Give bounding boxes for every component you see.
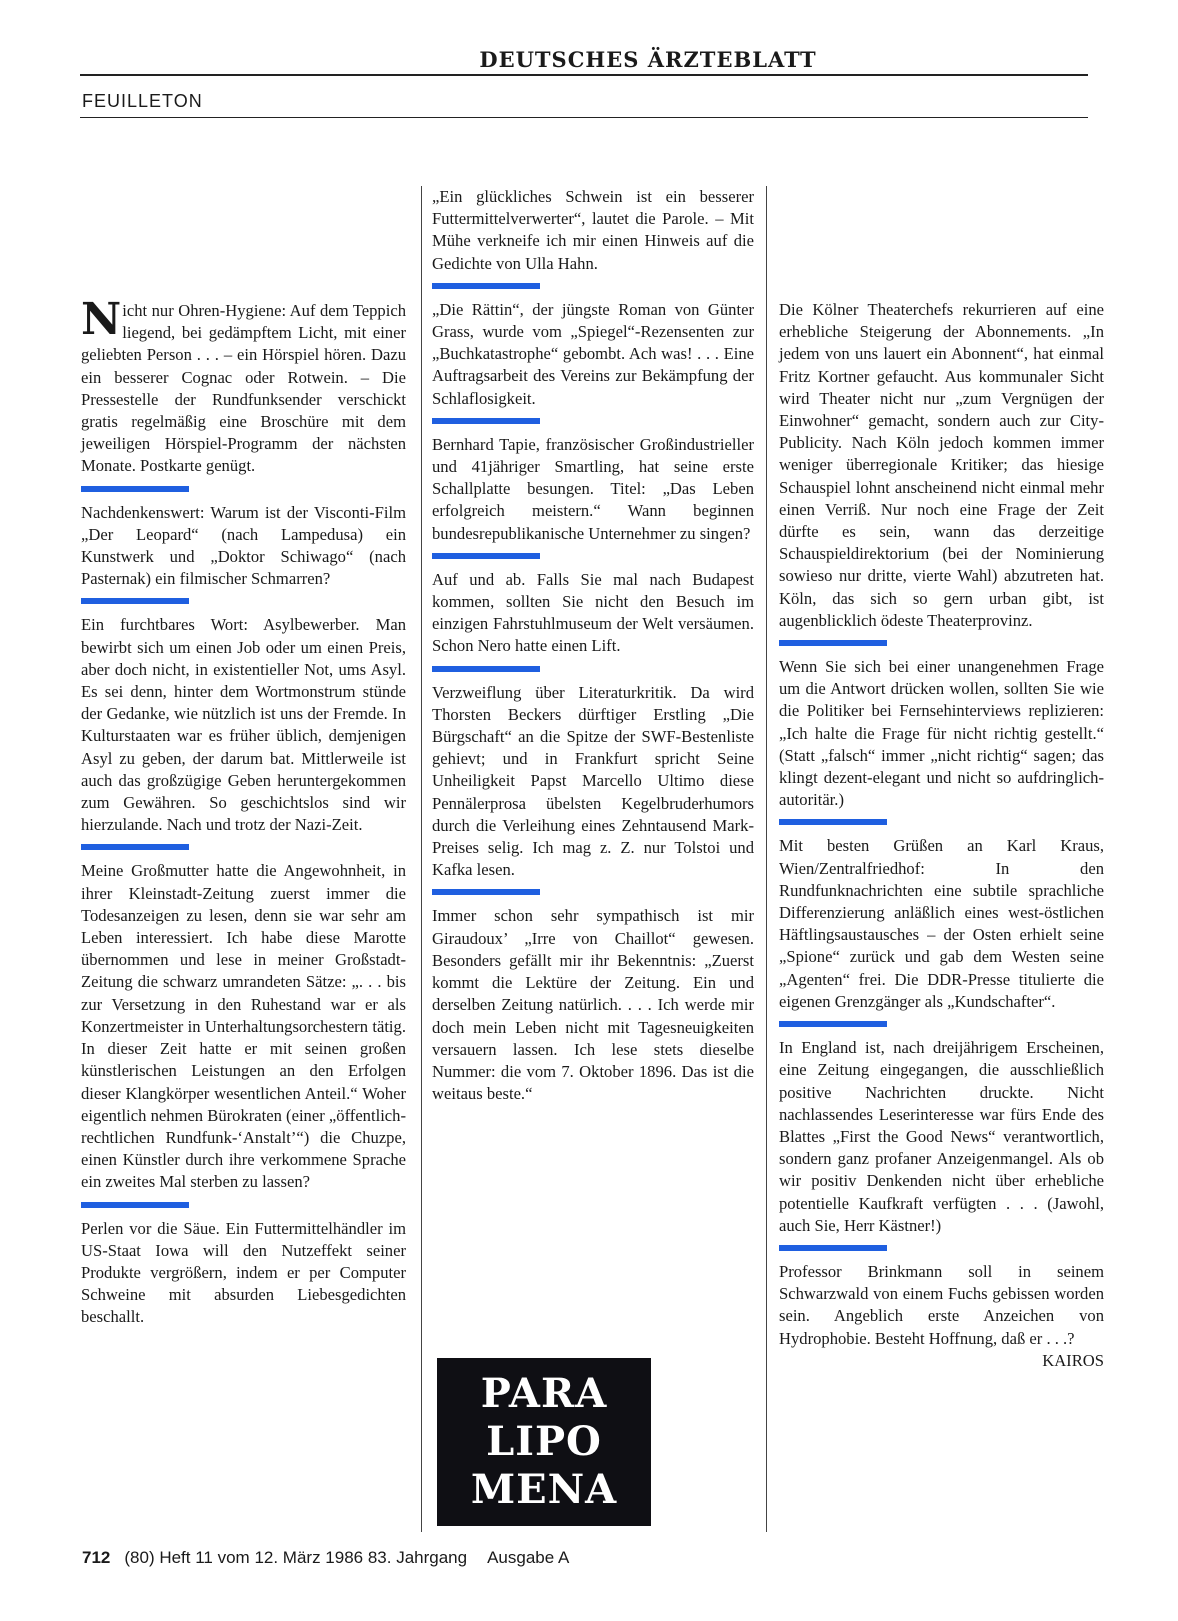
issue-info: (80) Heft 11 vom 12. März 1986 83. Jahrgang (124, 1548, 468, 1567)
column-divider-right (766, 186, 767, 1532)
column-2 (432, 186, 754, 1105)
paragraph-budapest: Auf und ab. Falls Sie mal nach Budapest kommen, sollten Sie nicht den Besuch im einzigen Fahrstuhlmuseum der Welt versäumen. Schon Nero hatte einen Lift. (432, 569, 754, 656)
page-footer (82, 1548, 575, 1568)
separator-bar (432, 283, 540, 289)
logo-line: MENA (470, 1466, 618, 1513)
separator-bar (779, 819, 887, 825)
separator-bar (779, 1245, 887, 1251)
paragraph-text: icht nur Ohren-Hygiene: Auf dem Teppich liegend, bei gedämpftem Licht, mit einer geliebten Person . . . – ein Hörspiel hören. Dazu ein besserer Cognac oder Rotwein. – Die Pressestelle der Rundfunksender verschickt gratis regelmäßig eine Broschüre mit dem jeweiligen Hörspiel-Programm der nächsten Monate. Postkarte genügt. (81, 301, 406, 476)
column-divider-left (421, 186, 422, 1532)
column-3 (779, 299, 1104, 1372)
paragraph-england: In England ist, nach dreijährigem Erscheinen, eine Zeitung eingegangen, die ausschließlich positive Nachrichten druckte. Nicht nachlassendes Leserinteresse war fürs Ende des Blattes „First the Good News“ verantwortlich, sondern ganz profaner Anzeigenmangel. Als ob wir positiv Denkenden nicht über erhebliche potentielle Kaufkraft verfügten . . . (Jawohl, auch Sie, Herr Kästner!) (779, 1038, 1104, 1235)
separator-bar (81, 844, 189, 850)
separator-bar (81, 1202, 189, 1208)
paragraph-schwein: „Ein glückliches Schwein ist ein besserer Futtermittelverwerter“, lautet die Parole. – Mit Mühe verkneife ich mir einen Hinweis auf die Gedichte von Ulla Hahn. (432, 187, 754, 273)
separator-bar (432, 666, 540, 672)
masthead-title: DEUTSCHES ÄRZTEBLATT (479, 47, 817, 72)
paragraph-grossmutter: Meine Großmutter hatte die Angewohnheit, in ihrer Kleinstadt-Zeitung zuerst immer die Todesanzeigen zu lesen, denn sie war sehr am Leben interessiert. Ich habe diese Marotte übernommen und lese in meiner Großstadt-Zeitung die schwarz umrandeten Sätze: „. . . bis zur Versetzung in den Ruhestand war er als Konzertmeister in Unterhaltungsorchestern tätig. In dieser Zeit hatte er mit seinen großen künstlerischen Leistungen an den Erfolgen dieser Klangkörper wesentlichen Anteil.“ Woher eigentlich nehmen Bürokraten (einer „öffentlich-rechtlichen Rundfunk-‘Anstalt’“) die Chuzpe, einen Künstler durch ihre verkommene Sprache ein zweites Mal sterben zu lassen? (81, 861, 406, 1192)
separator-bar (432, 553, 540, 559)
column-1 (81, 294, 406, 1329)
paragraph-ohren-hygiene (81, 294, 406, 478)
paragraph-asylbewerber: Ein furchtbares Wort: Asylbewerber. Man bewirbt sich um einen Job oder um einen Preis, aber doch nicht, in existentieller Not, ums Asyl. Es sei denn, hinter dem Wortmonstrum stünde der Gedanke, wie nützlich ist uns der Fremde. In Kulturstaaten war es früher üblich, demjenigen Asyl zu geben, der darum bat. Mittlerweile ist auch das großzügige Geben heruntergekommen zum Gewähren. So geschichtslos sind wir hierzulande. Nach und trotz der Nazi-Zeit. (81, 615, 406, 835)
paralipomena-logo (437, 1358, 651, 1526)
paragraph-text: Professor Brinkmann soll in seinem Schwarzwald von einem Fuchs gebissen worden sein. Angeblich erste Anzeichen von Hydrophobie. Besteht Hoffnung, daß er . . .? (779, 1261, 1104, 1348)
separator-bar (432, 889, 540, 895)
masthead (80, 44, 1088, 76)
author-signature: KAIROS (1042, 1350, 1104, 1370)
paragraph-tapie: Bernhard Tapie, französischer Großindustrieller und 41jähriger Smartling, hat seine erste Schallplatte besungen. Titel: „Das Leben erfolgreich meistern.“ Wann beginnen bundesrepublikanische Unternehmer zu singen? (432, 434, 754, 543)
paragraph-perlen: Perlen vor die Säue. Ein Futtermittelhändler im US-Staat Iowa will den Nutzeffekt seiner Produkte vergrößern, indem er per Computer Schweine mit absurden Liebesgedichten beschallt. (81, 1218, 406, 1327)
paragraph-giraudoux: Immer schon sehr sympathisch ist mir Giraudoux’ „Irre von Chaillot“ gewesen. Besonders gefällt mir ihr Bekenntnis: „Zuerst kommt die Lektüre der Zeitung. Ein und derselben Zeitung natürlich. . . . Ich werde mir doch mein Leben nicht mit Tagesneuigkeiten versauern lassen. Ich lese stets dieselbe Nummer: die vom 7. Oktober 1896. Das ist die weitaus beste.“ (432, 906, 754, 1104)
paragraph-brinkmann (779, 1261, 1104, 1370)
edition-label: Ausgabe A (487, 1548, 570, 1567)
section-label: FEUILLETON (82, 91, 203, 111)
separator-bar (432, 418, 540, 424)
paragraph-koelner-theater: Die Kölner Theaterchefs rekurrieren auf eine erhebliche Steigerung der Abonnements. „In jedem von uns lauert ein Abonnent“, hat einmal Fritz Kortner gefaucht. Aus kommunaler Sicht wird Theater nicht nur „zum Vergnügen der Einwohner“ gemacht, sondern auch zur City-Publicity. Nach Köln jedoch kommen immer weniger überregionale Kritiker; das hiesige Schauspiel lohnt anscheinend nicht einmal mehr einen Verriß. Nur noch eine Frage der Zeit dürfte es sein, wann das derzeitige Schauspieldirektorium (bei der Nominierung sowieso nur dritte, vierte Wahl) abzutreten hat. Köln, das sich so gern urban gibt, ist augenblicklich ödeste Theaterprovinz. (779, 300, 1104, 630)
paragraph-raettin: „Die Rättin“, der jüngste Roman von Günter Grass, wurde vom „Spiegel“-Rezensenten zur „Buchkatastrophe“ gebombt. Ach was! . . . Eine Auftragsarbeit des Vereins zur Bekämpfung der Schlaflosigkeit. (432, 299, 754, 408)
paragraph-literaturkritik: Verzweiflung über Literaturkritik. Da wird Thorsten Beckers dürftiger Erstling „Die Bürgschaft“ an die Spitze der SWF-Bestenliste gehievt; und in Frankfurt spricht Seine Unheiligkeit Papst Marcello Ultimo diese Pennälerprosa übelsten Kegelbruderhumors durch die Verleihung eines Zehntausend Mark-Preises selig. Ich mag z. Z. nur Tolstoi und Kafka lesen. (432, 682, 754, 880)
header-rule (80, 117, 1088, 118)
logo-line: PARA (480, 1370, 608, 1417)
separator-bar (81, 598, 189, 604)
separator-bar (81, 486, 189, 492)
paragraph-unangenehme-frage: Wenn Sie sich bei einer unangenehmen Frage um die Antwort drücken wollen, sollten Sie wie die Politiker bei Fernsehinterviews replizieren: „Ich halte die Frage für nicht richtig gestellt.“ (Statt „falsch“ immer „nicht richtig“ sagen; das klingt dezent-elegant und nicht so aufdringlich-autoritär.) (779, 657, 1104, 810)
paragraph-karl-kraus: Mit besten Grüßen an Karl Kraus, Wien/Zentralfriedhof: In den Rundfunknachrichten eine subtile sprachliche Differenzierung anläßlich eines west-östlichen Häftlingsaustausches – der Osten erhielt seine „Spione“ zurück und gab dem Westen seine „Agenten“ frei. Die DDR-Presse titulierte die eigenen Grenzgänger als „Kundschafter“. (779, 836, 1104, 1011)
separator-bar (779, 640, 887, 646)
page-number: 712 (82, 1548, 111, 1567)
paragraph-leopard: Nachdenkenswert: Warum ist der Visconti-Film „Der Leopard“ (nach Lampedusa) ein Kunstwerk und „Doktor Schiwago“ (nach Pasternak) ein filmischer Schmarren? (81, 502, 406, 589)
drop-cap: N (81, 294, 121, 345)
logo-line: LIPO (486, 1418, 602, 1465)
separator-bar (779, 1021, 887, 1027)
